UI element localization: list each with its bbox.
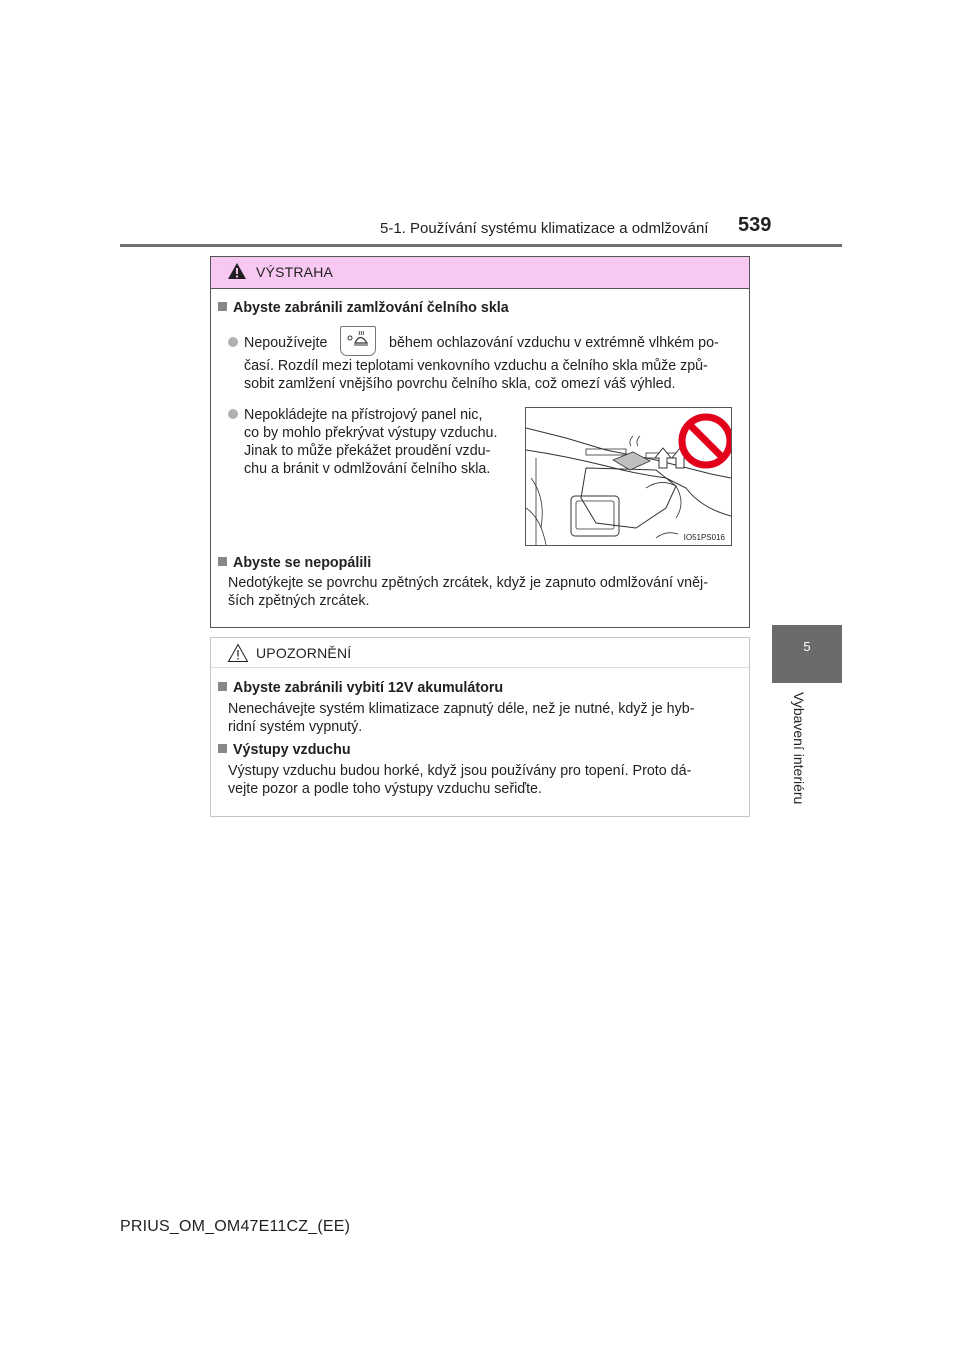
section-square-icon	[218, 302, 227, 311]
warning-heading: VÝSTRAHA	[256, 264, 334, 280]
section-square-icon	[218, 682, 227, 691]
warning-section-burn-line-2: ších zpětných zrcátek.	[228, 593, 370, 609]
warning-triangle-icon	[227, 262, 247, 280]
caution-triangle-icon	[227, 643, 249, 663]
chapter-tab-label: Vybavení interiéru	[791, 692, 807, 805]
bullet-dot-icon	[228, 409, 238, 419]
caution-section-vents-line-2: vejte pozor a podle toho výstupy vzduchu seřiďte.	[228, 781, 542, 797]
warning-bullet-1-line-1: během ochlazování vzduchu v extrémně vlhkém po-	[389, 335, 719, 351]
warning-bullet-2-line-1: Nepokládejte na přístrojový panel nic,	[228, 406, 482, 425]
illustration-code: IO51PS016	[683, 533, 725, 542]
windshield-defog-button-icon	[340, 326, 376, 356]
warning-bullet-1-line-2: časí. Rozdíl mezi teplotami venkovního vzduchu a čelního skla může způ-	[244, 358, 708, 374]
warning-bullet-2-line-3: Jinak to může překážet proudění vzdu-	[244, 443, 491, 459]
caution-section-battery-title: Abyste zabránili vybití 12V akumulátoru	[218, 680, 503, 696]
caution-section-vents-line-1: Výstupy vzduchu budou horké, když jsou používány pro topení. Proto dá-	[228, 763, 692, 779]
warning-bullet-2-line-2: co by mohlo překrývat výstupy vzduchu.	[244, 425, 498, 441]
warning-bullet-1-start: Nepoužívejte	[228, 334, 327, 353]
warning-bullet-2-line-4: chu a bránit v odmlžování čelního skla.	[244, 461, 491, 477]
caution-section-battery-line-2: ridní systém vypnutý.	[228, 719, 363, 735]
bullet-dot-icon	[228, 337, 238, 347]
chapter-tab-number: 5	[803, 639, 811, 654]
caution-box-header	[211, 638, 749, 668]
chapter-tab	[772, 625, 842, 683]
warning-box-header	[211, 257, 749, 289]
chapter-title: 5-1. Používání systému klimatizace a odmlžování	[380, 220, 709, 237]
warning-section-burn-line-1: Nedotýkejte se povrchu zpětných zrcátek, když je zapnuto odmlžování vněj-	[228, 575, 708, 591]
caution-section-vents-title: Výstupy vzduchu	[218, 742, 351, 758]
header-divider	[120, 244, 842, 247]
page-number: 539	[738, 214, 772, 236]
warning-bullet-1-line-3: sobit zamlžení vnějšího povrchu čelního skla, což omezí váš výhled.	[244, 376, 676, 392]
warning-section-fogging-title: Abyste zabránili zamlžování čelního skla	[218, 300, 509, 316]
section-square-icon	[218, 557, 227, 566]
dashboard-illustration	[525, 407, 732, 546]
warning-section-burn-title: Abyste se nepopálili	[218, 555, 371, 571]
section-square-icon	[218, 744, 227, 753]
document-code: PRIUS_OM_OM47E11CZ_(EE)	[120, 1218, 351, 1235]
dashboard-drawing	[526, 408, 731, 545]
caution-heading: UPOZORNĚNÍ	[256, 645, 352, 661]
caution-section-battery-line-1: Nenechávejte systém klimatizace zapnutý déle, než je nutné, když je hyb-	[228, 701, 695, 717]
defog-symbol-icon	[341, 327, 375, 355]
